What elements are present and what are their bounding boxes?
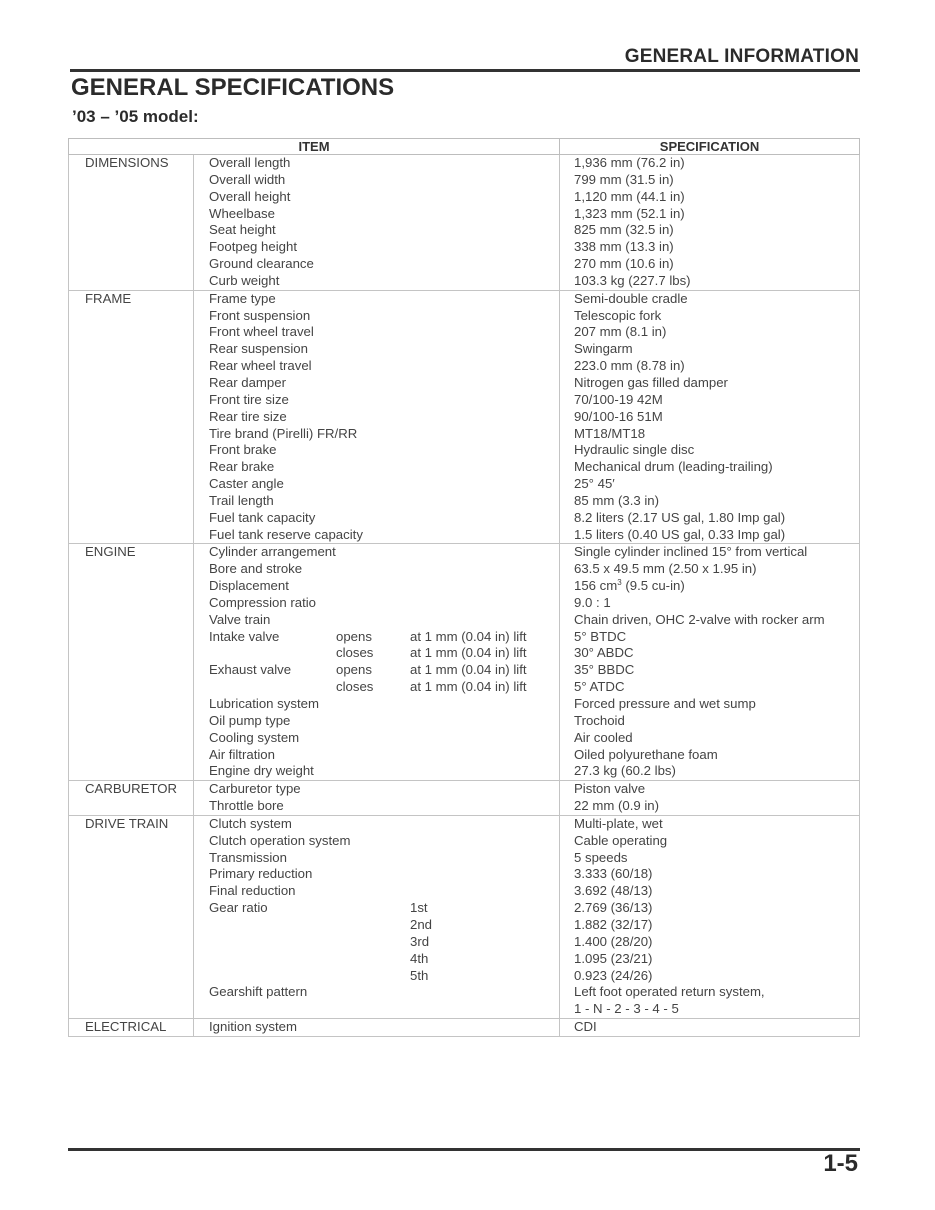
item-name: Seat height	[209, 222, 276, 238]
item-line	[209, 984, 559, 1001]
item-cell	[194, 781, 560, 816]
item-subcondition: opens	[336, 662, 372, 678]
item-name: Carburetor type	[209, 781, 301, 797]
page-number: 1-5	[823, 1150, 858, 1177]
item-name: Fuel tank reserve capacity	[209, 526, 363, 542]
item-line	[209, 833, 559, 850]
item-line	[209, 1019, 559, 1036]
item-name: Caster angle	[209, 476, 284, 492]
spec-value: 85 mm (3.3 in)	[574, 492, 660, 508]
spec-value: Single cylinder inclined 15° from vertical	[574, 544, 808, 560]
group-label: DRIVE TRAIN	[69, 815, 194, 1018]
item-line	[209, 239, 559, 256]
item-line	[209, 763, 559, 780]
item-name: Clutch system	[209, 815, 292, 831]
item-line	[209, 629, 559, 646]
item-name: Intake valve	[209, 628, 280, 644]
item-line	[209, 662, 559, 679]
item-name: Air filtration	[209, 746, 275, 762]
spec-value: Forced pressure and wet sump	[574, 696, 756, 711]
item-subcondition: closes	[336, 645, 374, 661]
spec-value: Swingarm	[574, 341, 633, 357]
item-line	[209, 730, 559, 747]
item-line	[209, 459, 559, 476]
spec-value: Cable operating	[574, 832, 668, 848]
spec-value: 825 mm (32.5 in)	[574, 222, 674, 238]
item-line	[209, 798, 559, 815]
item-line	[209, 679, 559, 696]
item-line	[209, 934, 559, 951]
spec-cell	[560, 781, 860, 816]
item-cell	[194, 815, 560, 1018]
spec-value: Trochoid	[574, 712, 625, 728]
item-name: Gearshift pattern	[209, 984, 308, 1000]
item-line	[209, 308, 559, 325]
spec-cell	[560, 544, 860, 781]
item-line	[209, 392, 559, 409]
spec-column-header: SPECIFICATION	[560, 139, 860, 155]
spec-value: 3.692 (48/13)	[574, 883, 653, 899]
table-row	[69, 544, 860, 781]
table-row	[69, 155, 860, 291]
item-name: Exhaust valve	[209, 662, 292, 678]
item-line	[209, 358, 559, 375]
spec-value: Hydraulic single disc	[574, 442, 695, 458]
spec-value: 5° ATDC	[574, 679, 625, 695]
spec-value: 1,936 mm (76.2 in)	[574, 155, 685, 170]
item-name: Tire brand (Pirelli) FR/RR	[209, 425, 358, 441]
item-line	[209, 527, 559, 544]
item-line	[209, 747, 559, 764]
item-name: Cylinder arrangement	[209, 544, 336, 560]
item-line	[209, 206, 559, 223]
item-subcondition: opens	[336, 628, 372, 644]
item-name: Final reduction	[209, 883, 296, 899]
section-header: GENERAL INFORMATION	[624, 46, 859, 67]
item-line	[209, 917, 559, 934]
item-name: Gear ratio	[209, 900, 268, 916]
spec-value: Semi-double cradle	[574, 290, 688, 306]
spec-value: 1.882 (32/17)	[574, 916, 653, 932]
item-cell	[194, 1019, 560, 1037]
spec-value: 1.400 (28/20)	[574, 933, 653, 949]
spec-value: 22 mm (0.9 in)	[574, 798, 660, 814]
item-line	[209, 442, 559, 459]
spec-value: Mechanical drum (leading-trailing)	[574, 459, 773, 475]
item-line	[209, 426, 559, 443]
group-label: DIMENSIONS	[69, 155, 194, 291]
item-line	[209, 866, 559, 883]
spec-value: MT18/MT18	[574, 425, 646, 441]
item-condition: at 1 mm (0.04 in) lift	[410, 662, 527, 678]
spec-value	[574, 578, 859, 595]
spec-value: 338 mm (13.3 in)	[574, 239, 674, 255]
item-name: Footpeg height	[209, 239, 297, 255]
spec-value-part: 156 cm	[574, 578, 618, 594]
item-cell	[194, 155, 560, 291]
spec-value: 90/100-16 51M	[574, 408, 663, 424]
item-line	[209, 324, 559, 341]
spec-value: 207 mm (8.1 in)	[574, 324, 667, 340]
item-name: Compression ratio	[209, 594, 317, 610]
spec-value: 2.769 (36/13)	[574, 900, 653, 916]
item-line	[209, 781, 559, 798]
item-line	[209, 645, 559, 662]
item-line	[209, 816, 559, 833]
spec-cell	[560, 815, 860, 1018]
item-name: Engine dry weight	[209, 763, 314, 779]
spec-value: 9.0 : 1	[574, 594, 611, 610]
item-name: Fuel tank capacity	[209, 509, 316, 525]
spec-value: 5 speeds	[574, 849, 628, 865]
item-condition: 5th	[410, 967, 429, 983]
item-column-header: ITEM	[69, 139, 560, 155]
item-line	[209, 850, 559, 867]
table-row	[69, 815, 860, 1018]
table-row	[69, 1019, 860, 1037]
group-label: FRAME	[69, 290, 194, 544]
item-condition: at 1 mm (0.04 in) lift	[410, 645, 527, 661]
item-cell	[194, 290, 560, 544]
item-line	[209, 189, 559, 206]
spec-value: Left foot operated return system,	[574, 984, 765, 1000]
spec-value: 25° 45′	[574, 476, 615, 492]
spec-value: CDI	[574, 1019, 597, 1035]
item-name: Primary reduction	[209, 866, 313, 882]
spec-value: 1 - N - 2 - 3 - 4 - 5	[574, 1001, 679, 1017]
spec-value: 63.5 x 49.5 mm (2.50 x 1.95 in)	[574, 561, 757, 577]
spec-table	[68, 138, 860, 1037]
spec-value: 1.095 (23/21)	[574, 950, 653, 966]
item-line	[209, 696, 559, 713]
item-line	[209, 273, 559, 290]
spec-value: Piston valve	[574, 781, 646, 797]
group-label: ELECTRICAL	[69, 1019, 194, 1037]
table-row	[69, 781, 860, 816]
page-title: GENERAL SPECIFICATIONS	[71, 74, 395, 101]
item-name: Rear suspension	[209, 341, 308, 357]
spec-cell	[560, 290, 860, 544]
item-line	[209, 883, 559, 900]
item-name: Front tire size	[209, 391, 289, 407]
bottom-rule	[68, 1148, 860, 1151]
item-line	[209, 544, 559, 561]
item-line	[209, 155, 559, 172]
spec-value: Air cooled	[574, 729, 633, 745]
item-name: Throttle bore	[209, 798, 284, 814]
item-line	[209, 375, 559, 392]
group-label: CARBURETOR	[69, 781, 194, 816]
item-name: Trail length	[209, 492, 274, 508]
item-condition: at 1 mm (0.04 in) lift	[410, 628, 527, 644]
item-line	[209, 578, 559, 595]
spec-superscript: 3	[617, 578, 622, 588]
spec-value: 799 mm (31.5 in)	[574, 171, 674, 187]
spec-table-body	[69, 155, 860, 1037]
spec-value: Multi-plate, wet	[574, 815, 663, 831]
spec-value: 270 mm (10.6 in)	[574, 256, 674, 272]
spec-value: 223.0 mm (8.78 in)	[574, 358, 685, 374]
item-line	[209, 291, 559, 308]
item-condition: 1st	[410, 900, 428, 916]
item-name: Rear damper	[209, 374, 286, 390]
item-line	[209, 1001, 559, 1018]
item-line	[209, 341, 559, 358]
item-name: Lubrication system	[209, 696, 319, 711]
spec-value-part: (9.5 cu-in)	[621, 578, 685, 594]
item-line	[209, 595, 559, 612]
top-rule	[70, 69, 860, 72]
spec-value: 103.3 kg (227.7 lbs)	[574, 272, 691, 288]
spec-value: 1,323 mm (52.1 in)	[574, 205, 685, 221]
item-name: Displacement	[209, 578, 289, 594]
item-line	[209, 900, 559, 917]
item-name: Rear wheel travel	[209, 358, 312, 374]
item-line	[209, 951, 559, 968]
spec-value: 3.333 (60/18)	[574, 866, 653, 882]
spec-value: 8.2 liters (2.17 US gal, 1.80 Imp gal)	[574, 509, 786, 525]
spec-value: 1.5 liters (0.40 US gal, 0.33 Imp gal)	[574, 526, 786, 542]
spec-value: Chain driven, OHC 2-valve with rocker arm	[574, 611, 825, 627]
item-cell	[194, 544, 560, 781]
item-line	[209, 409, 559, 426]
item-name: Oil pump type	[209, 712, 291, 728]
item-condition: at 1 mm (0.04 in) lift	[410, 679, 527, 695]
item-line	[209, 256, 559, 273]
item-name: Bore and stroke	[209, 561, 303, 577]
spec-value: Telescopic fork	[574, 307, 662, 323]
spec-value: 27.3 kg (60.2 lbs)	[574, 763, 676, 779]
table-header-row	[69, 139, 860, 155]
group-label: ENGINE	[69, 544, 194, 781]
model-label: ’03 – ’05 model:	[72, 107, 199, 126]
spec-value: 5° BTDC	[574, 628, 627, 644]
spec-value: 70/100-19 42M	[574, 391, 663, 407]
spec-value: 1,120 mm (44.1 in)	[574, 188, 685, 204]
item-name: Valve train	[209, 611, 271, 627]
item-name: Transmission	[209, 849, 287, 865]
item-line	[209, 968, 559, 985]
item-line	[209, 561, 559, 578]
item-name: Ground clearance	[209, 256, 314, 272]
item-line	[209, 172, 559, 189]
item-line	[209, 222, 559, 239]
spec-cell	[560, 155, 860, 291]
item-name: Wheelbase	[209, 205, 275, 221]
spec-value: 30° ABDC	[574, 645, 634, 661]
item-line	[209, 612, 559, 629]
item-line	[209, 493, 559, 510]
item-subcondition: closes	[336, 679, 374, 695]
item-line	[209, 713, 559, 730]
item-name: Front suspension	[209, 307, 311, 323]
item-name: Front brake	[209, 442, 277, 458]
item-name: Overall height	[209, 188, 291, 204]
item-name: Rear brake	[209, 459, 275, 475]
spec-value: 0.923 (24/26)	[574, 967, 653, 983]
item-line	[209, 510, 559, 527]
item-name: Clutch operation system	[209, 832, 351, 848]
item-condition: 3rd	[410, 933, 430, 949]
item-condition: 4th	[410, 950, 429, 966]
spec-cell	[560, 1019, 860, 1037]
spec-value: Nitrogen gas filled damper	[574, 374, 728, 390]
item-name: Overall length	[209, 155, 291, 170]
table-row	[69, 290, 860, 544]
item-name: Overall width	[209, 171, 286, 187]
spec-value: Oiled polyurethane foam	[574, 746, 718, 762]
item-name: Front wheel travel	[209, 324, 314, 340]
item-name: Cooling system	[209, 729, 300, 745]
item-name: Rear tire size	[209, 408, 287, 424]
item-name: Frame type	[209, 290, 276, 306]
item-name: Curb weight	[209, 272, 280, 288]
item-line	[209, 476, 559, 493]
item-name: Ignition system	[209, 1019, 297, 1035]
spec-value: 35° BBDC	[574, 662, 635, 678]
item-condition: 2nd	[410, 916, 433, 932]
